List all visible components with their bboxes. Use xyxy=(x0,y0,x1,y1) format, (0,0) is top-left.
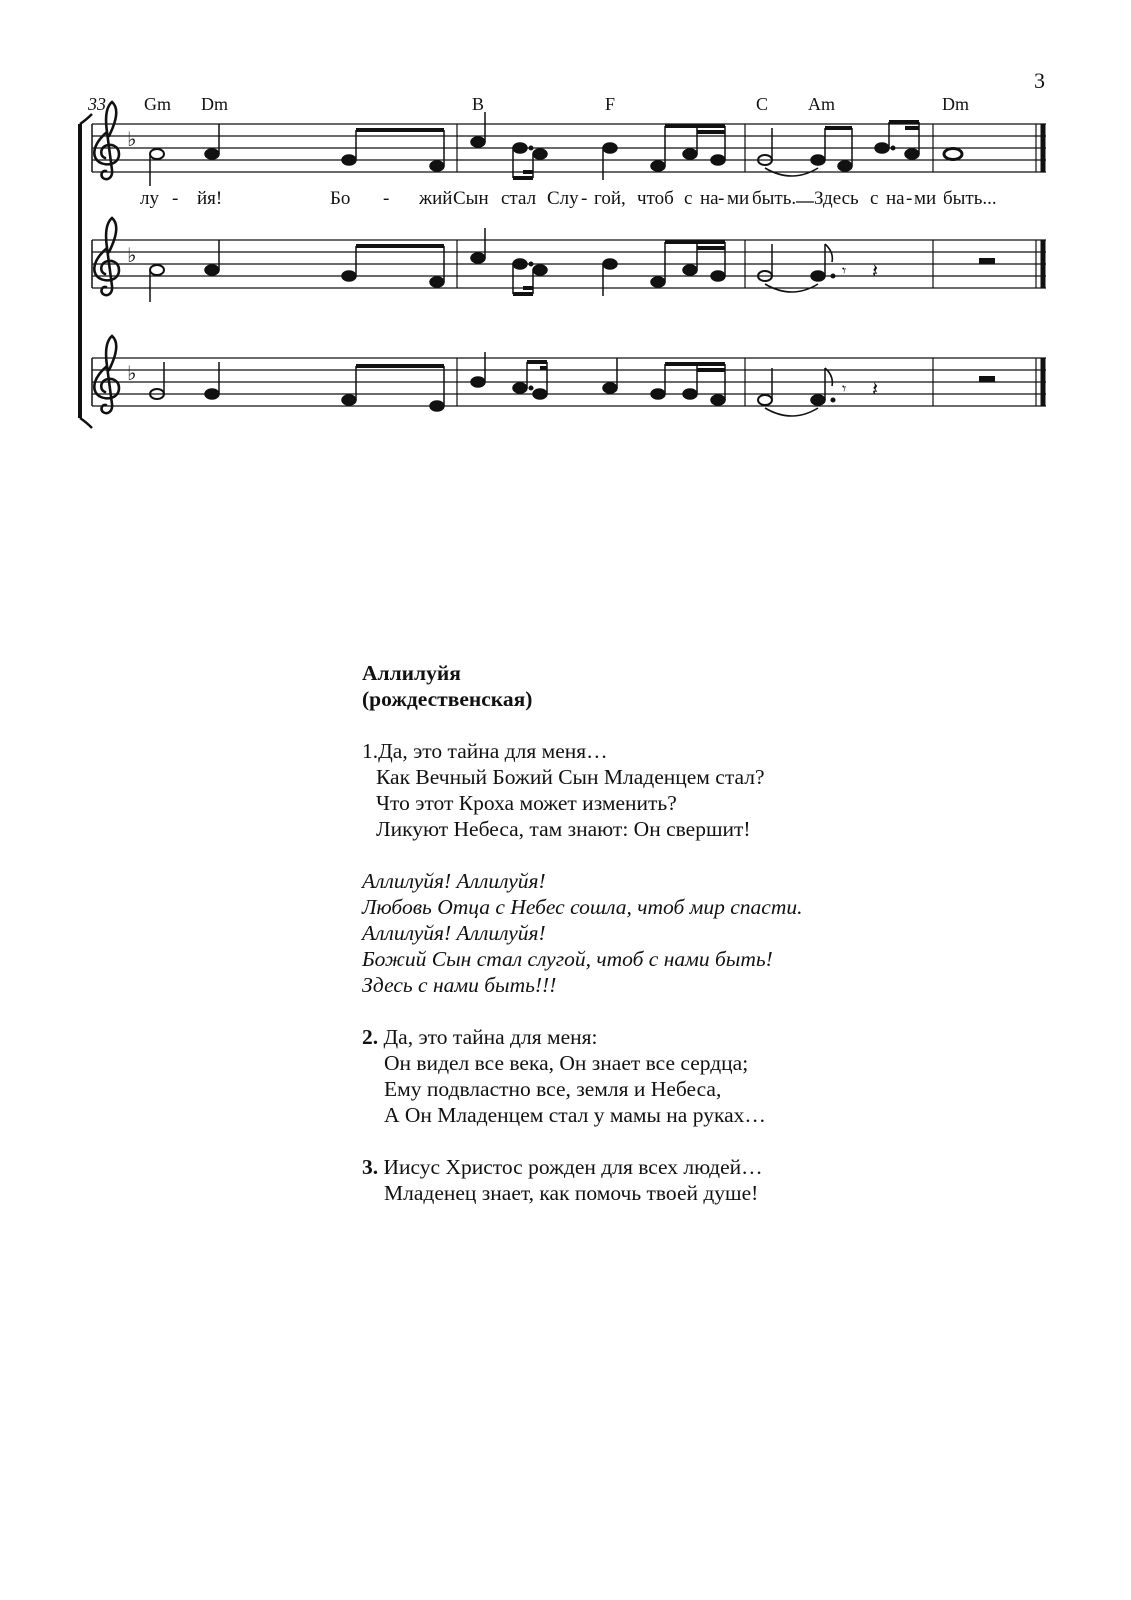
verse-line: А Он Младенцем стал у мамы на руках… xyxy=(384,1103,766,1127)
lyric-syllable: жий xyxy=(419,188,453,209)
verse-number: 2. xyxy=(362,1025,379,1049)
treble-clef-icon xyxy=(94,336,119,413)
lyric-syllable: с xyxy=(870,188,879,209)
chorus-line: Аллилуйя! Аллилуйя! xyxy=(362,869,546,893)
lyric-syllable: Сын xyxy=(453,188,489,209)
flat-icon: ♭ xyxy=(127,363,137,385)
lyric-syllable: быть. xyxy=(752,188,797,209)
lyric-syllable: ми xyxy=(727,188,750,209)
lyric-syllable: - xyxy=(172,188,179,209)
lyric-syllable: на xyxy=(886,188,905,209)
verse-line: Младенец знает, как помочь твоей душе! xyxy=(384,1181,759,1205)
chord-symbol: Am xyxy=(808,94,835,114)
song-text xyxy=(362,660,803,1206)
verse-1 xyxy=(362,738,803,842)
verse-line-text: Иисус Христос рожден для всех людей… xyxy=(383,1155,763,1179)
lyric-syllable: стал xyxy=(501,188,537,209)
chord-symbol: F xyxy=(605,94,616,114)
measure-number: 33 xyxy=(88,94,106,114)
staff-bass xyxy=(92,336,1046,416)
verse-line: Как Вечный Божий Сын Младенцем стал? xyxy=(376,765,765,789)
verse-2 xyxy=(362,1024,803,1128)
chord-symbol: Gm xyxy=(144,94,171,114)
eighth-rest-icon: 𝄾 xyxy=(842,263,847,280)
verse-line: Он видел все века, Он знает все сердца; xyxy=(384,1051,749,1075)
lyric-syllable: ми xyxy=(914,188,937,209)
lyric-syllable: - xyxy=(383,188,390,209)
page-number: 3 xyxy=(1034,68,1045,93)
quarter-rest-icon: 𝄽 xyxy=(872,261,879,283)
treble-clef-icon xyxy=(94,218,119,295)
verse-3 xyxy=(362,1154,803,1206)
flat-icon: ♭ xyxy=(127,245,137,267)
lyric-syllable: - xyxy=(718,188,725,209)
chord-symbol: Dm xyxy=(201,94,228,114)
chorus-line: Аллилуйя! Аллилуйя! xyxy=(362,921,546,945)
lyric-syllable: - xyxy=(906,188,913,209)
chorus-line: Любовь Отца с Небес сошла, чтоб мир спасти. xyxy=(362,895,803,919)
verse-line xyxy=(362,1024,803,1050)
lyric-syllable: Слу xyxy=(547,188,579,209)
verse-line-text: Да, это тайна для меня: xyxy=(383,1025,598,1049)
lyric-syllable: йя! xyxy=(197,188,223,209)
system-bracket xyxy=(80,114,92,428)
music-score xyxy=(0,0,1131,460)
verse-line: Ликуют Небеса, там знают: Он свершит! xyxy=(376,817,751,841)
verse-line xyxy=(362,1154,803,1180)
chorus-line: Здесь с нами быть!!! xyxy=(362,973,557,997)
lyric-syllable: чтоб xyxy=(637,188,674,209)
eighth-rest-icon: 𝄾 xyxy=(842,381,847,398)
song-subtitle: (рождественская) xyxy=(362,687,533,711)
lyric-syllable: Бо xyxy=(330,188,351,209)
lyric-syllable: гой, xyxy=(594,188,626,209)
chord-symbol: B xyxy=(472,94,485,114)
lyric-syllable: на xyxy=(700,188,719,209)
flat-icon: ♭ xyxy=(127,129,137,151)
verse-number: 3. xyxy=(362,1155,379,1179)
verse-line: Ему подвластно все, земля и Небеса, xyxy=(384,1077,722,1101)
song-title: Аллилуйя xyxy=(362,661,461,685)
chorus xyxy=(362,868,803,998)
chorus-line: Божий Сын стал слугой, чтоб с нами быть! xyxy=(362,947,773,971)
verse-line: Что этот Кроха может изменить? xyxy=(376,791,677,815)
quarter-rest-icon: 𝄽 xyxy=(872,379,879,401)
lyric-syllable: лу xyxy=(140,188,159,209)
staff-alto xyxy=(92,218,1046,302)
lyric-syllable: Здесь xyxy=(814,188,859,209)
lyric-syllable: быть... xyxy=(943,188,997,209)
staff-soprano xyxy=(92,102,1046,209)
chord-symbol: C xyxy=(756,94,769,114)
verse-line: 1.Да, это тайна для меня… xyxy=(362,739,608,763)
lyric-syllable: с xyxy=(684,188,693,209)
chord-symbol: Dm xyxy=(942,94,969,114)
lyric-syllable: - xyxy=(581,188,588,209)
